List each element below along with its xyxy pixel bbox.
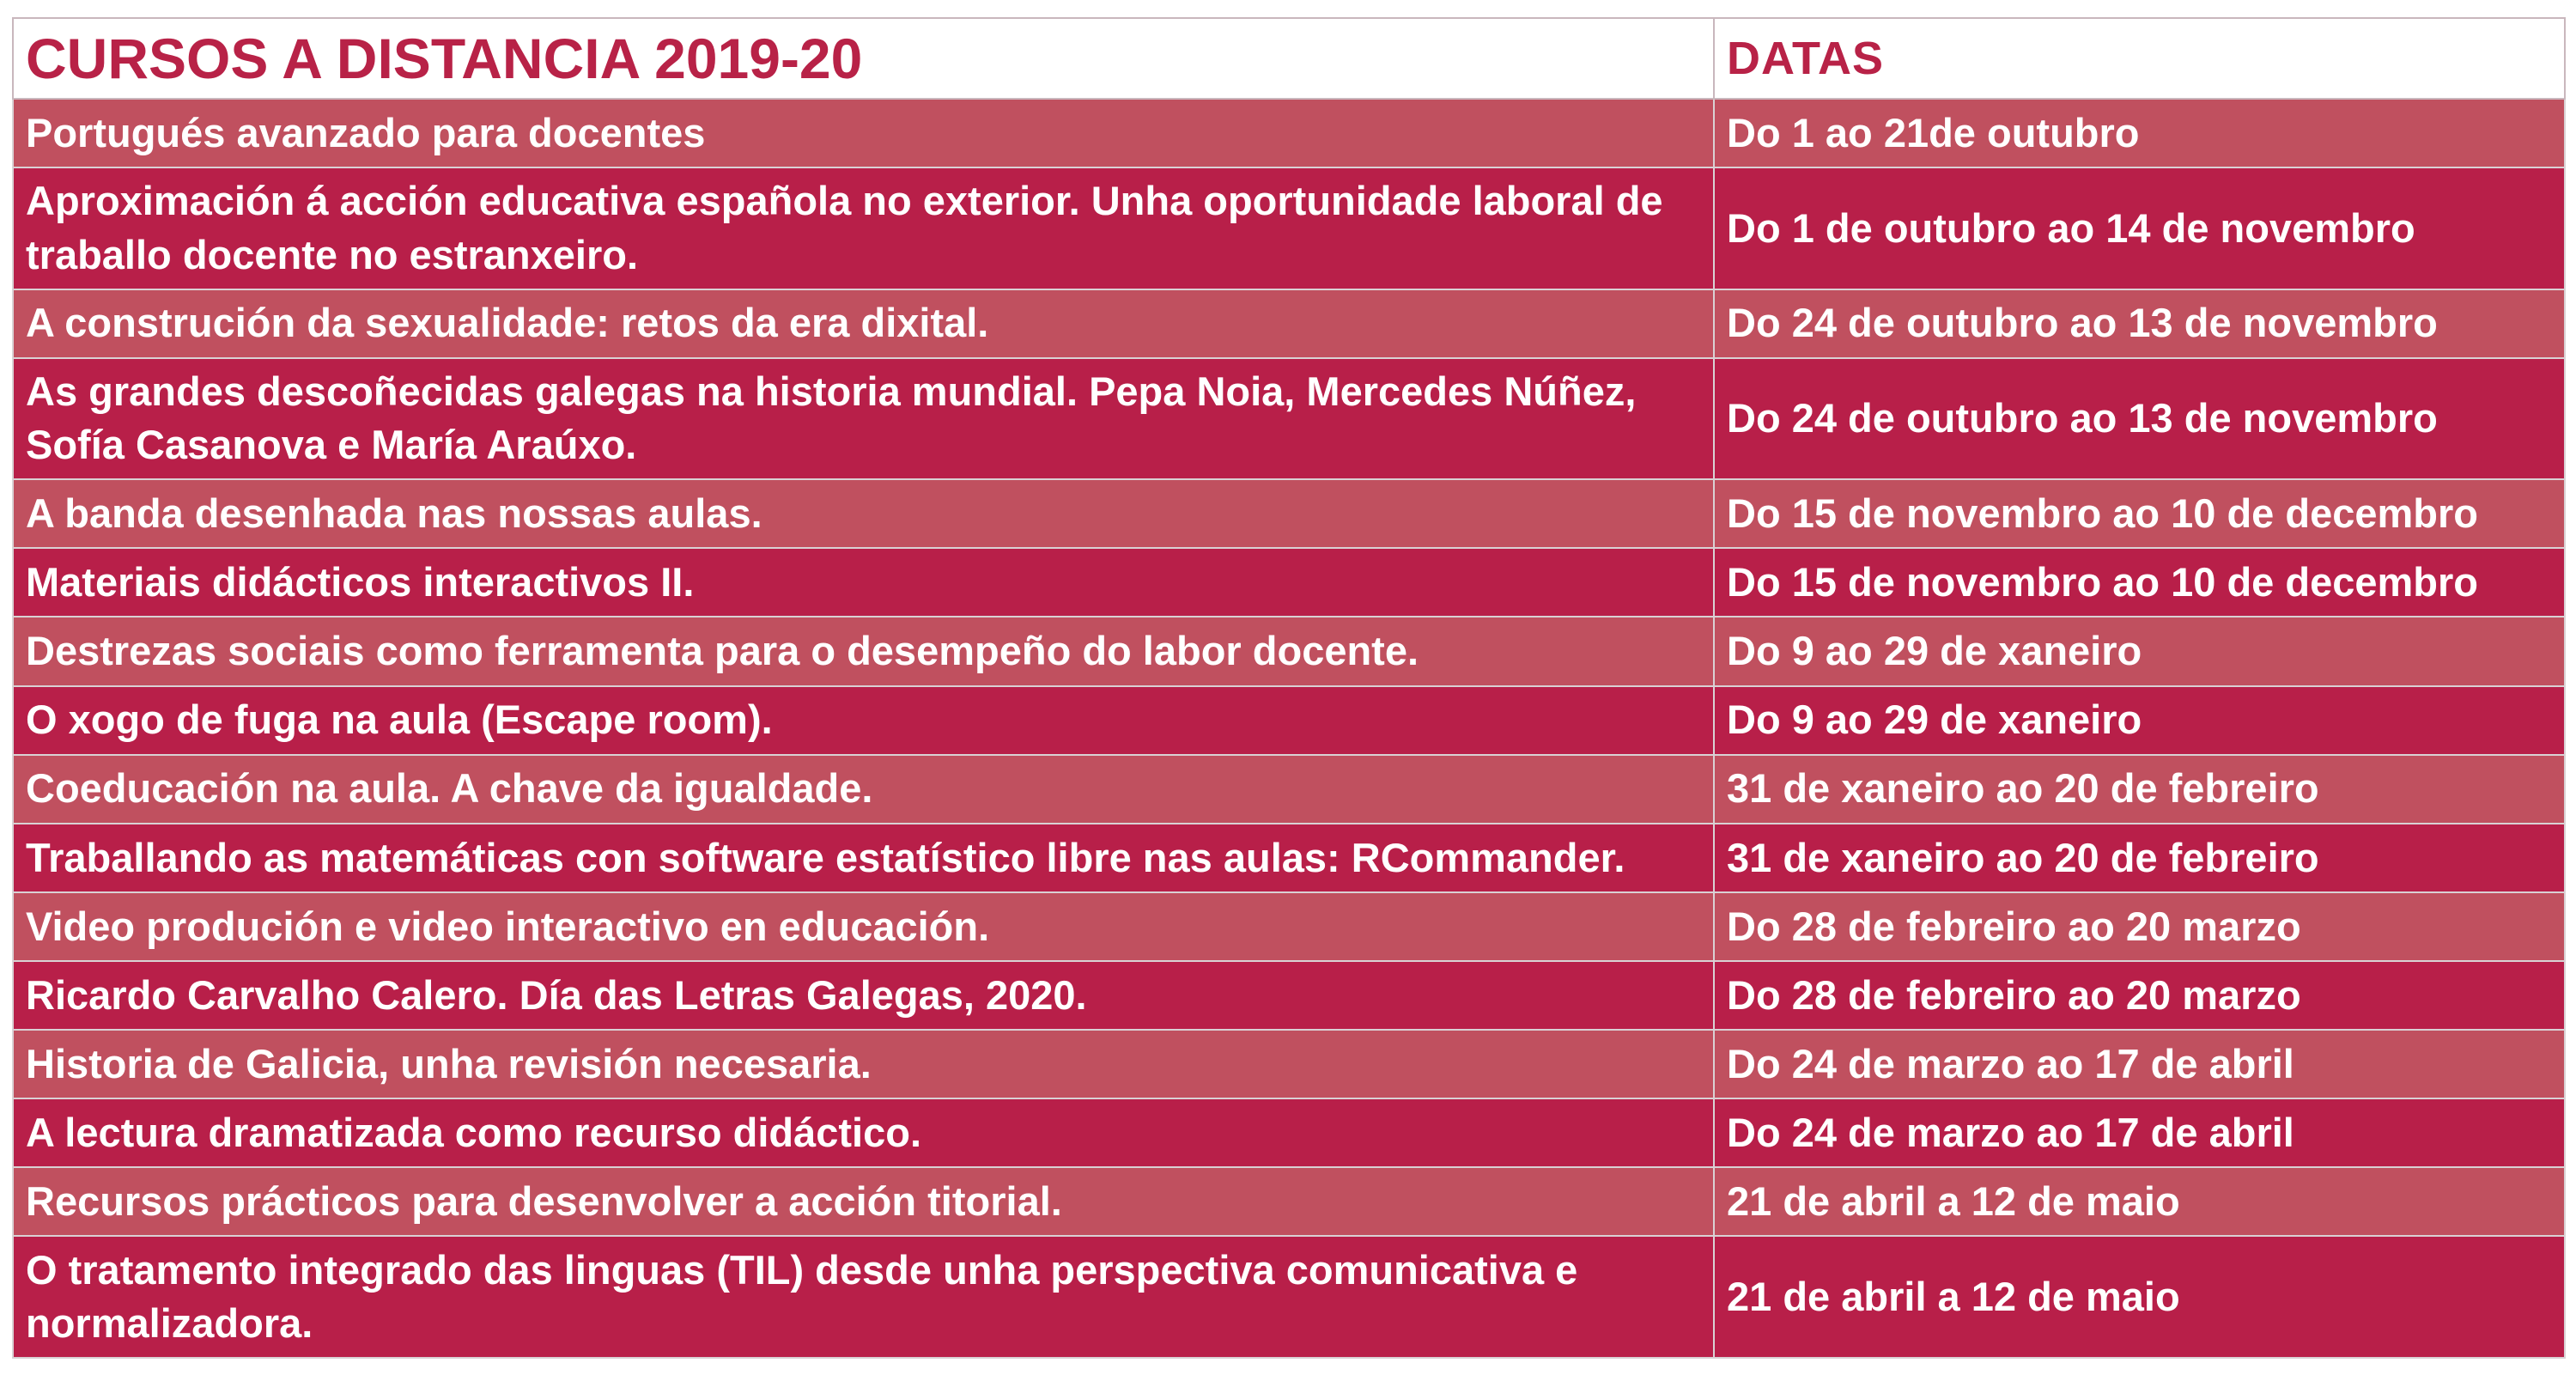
dates-cell: Do 28 de febreiro ao 20 marzo [1714, 961, 2565, 1030]
dates-cell: Do 24 de outubro ao 13 de novembro [1714, 358, 2565, 480]
courses-table-container [12, 17, 2564, 1359]
course-cell: O tratamento integrado das linguas (TIL) desde unha perspectiva comunicativa e normalizadora. [13, 1236, 1714, 1358]
table-row [13, 99, 2565, 167]
table-row [13, 1098, 2565, 1167]
table-row [13, 548, 2565, 617]
table-row [13, 479, 2565, 548]
table-row [13, 1236, 2565, 1358]
dates-cell: 21 de abril a 12 de maio [1714, 1167, 2565, 1236]
table-row [13, 686, 2565, 755]
dates-cell: 31 de xaneiro ao 20 de febreiro [1714, 755, 2565, 824]
table-row [13, 289, 2565, 358]
table-row [13, 824, 2565, 892]
table-row [13, 961, 2565, 1030]
dates-cell: 21 de abril a 12 de maio [1714, 1236, 2565, 1358]
dates-cell: 31 de xaneiro ao 20 de febreiro [1714, 824, 2565, 892]
table-row [13, 358, 2565, 480]
dates-cell: Do 15 de novembro ao 10 de decembro [1714, 548, 2565, 617]
course-cell: As grandes descoñecidas galegas na historia mundial. Pepa Noia, Mercedes Núñez, Sofía Casanova e María Araúxo. [13, 358, 1714, 480]
table-row [13, 617, 2565, 685]
course-cell: Aproximación á acción educativa española no exterior. Unha oportunidade laboral de traballo docente no estranxeiro. [13, 167, 1714, 289]
courses-column-header: CURSOS A DISTANCIA 2019-20 [13, 18, 1714, 99]
courses-table [12, 17, 2566, 1359]
dates-cell: Do 24 de marzo ao 17 de abril [1714, 1030, 2565, 1098]
dates-cell: Do 1 ao 21de outubro [1714, 99, 2565, 167]
table-row [13, 1030, 2565, 1098]
dates-cell: Do 15 de novembro ao 10 de decembro [1714, 479, 2565, 548]
course-cell: A banda desenhada nas nossas aulas. [13, 479, 1714, 548]
course-cell: A construción da sexualidade: retos da era dixital. [13, 289, 1714, 358]
course-cell: Historia de Galicia, unha revisión necesaria. [13, 1030, 1714, 1098]
table-row [13, 755, 2565, 824]
course-cell: Video produción e video interactivo en educación. [13, 892, 1714, 961]
table-row [13, 1167, 2565, 1236]
course-cell: O xogo de fuga na aula (Escape room). [13, 686, 1714, 755]
dates-cell: Do 24 de marzo ao 17 de abril [1714, 1098, 2565, 1167]
table-row [13, 892, 2565, 961]
dates-column-header: DATAS [1714, 18, 2565, 99]
course-cell: Coeducación na aula. A chave da igualdade. [13, 755, 1714, 824]
course-cell: Portugués avanzado para docentes [13, 99, 1714, 167]
course-cell: Destrezas sociais como ferramenta para o desempeño do labor docente. [13, 617, 1714, 685]
dates-cell: Do 24 de outubro ao 13 de novembro [1714, 289, 2565, 358]
dates-cell: Do 9 ao 29 de xaneiro [1714, 617, 2565, 685]
course-cell: Materiais didácticos interactivos II. [13, 548, 1714, 617]
table-row [13, 167, 2565, 289]
dates-cell: Do 28 de febreiro ao 20 marzo [1714, 892, 2565, 961]
course-cell: Ricardo Carvalho Calero. Día das Letras Galegas, 2020. [13, 961, 1714, 1030]
course-cell: Recursos prácticos para desenvolver a acción titorial. [13, 1167, 1714, 1236]
table-header-row [13, 18, 2565, 99]
course-cell: Traballando as matemáticas con software estatístico libre nas aulas: RCommander. [13, 824, 1714, 892]
dates-cell: Do 9 ao 29 de xaneiro [1714, 686, 2565, 755]
dates-cell: Do 1 de outubro ao 14 de novembro [1714, 167, 2565, 289]
course-cell: A lectura dramatizada como recurso didáctico. [13, 1098, 1714, 1167]
